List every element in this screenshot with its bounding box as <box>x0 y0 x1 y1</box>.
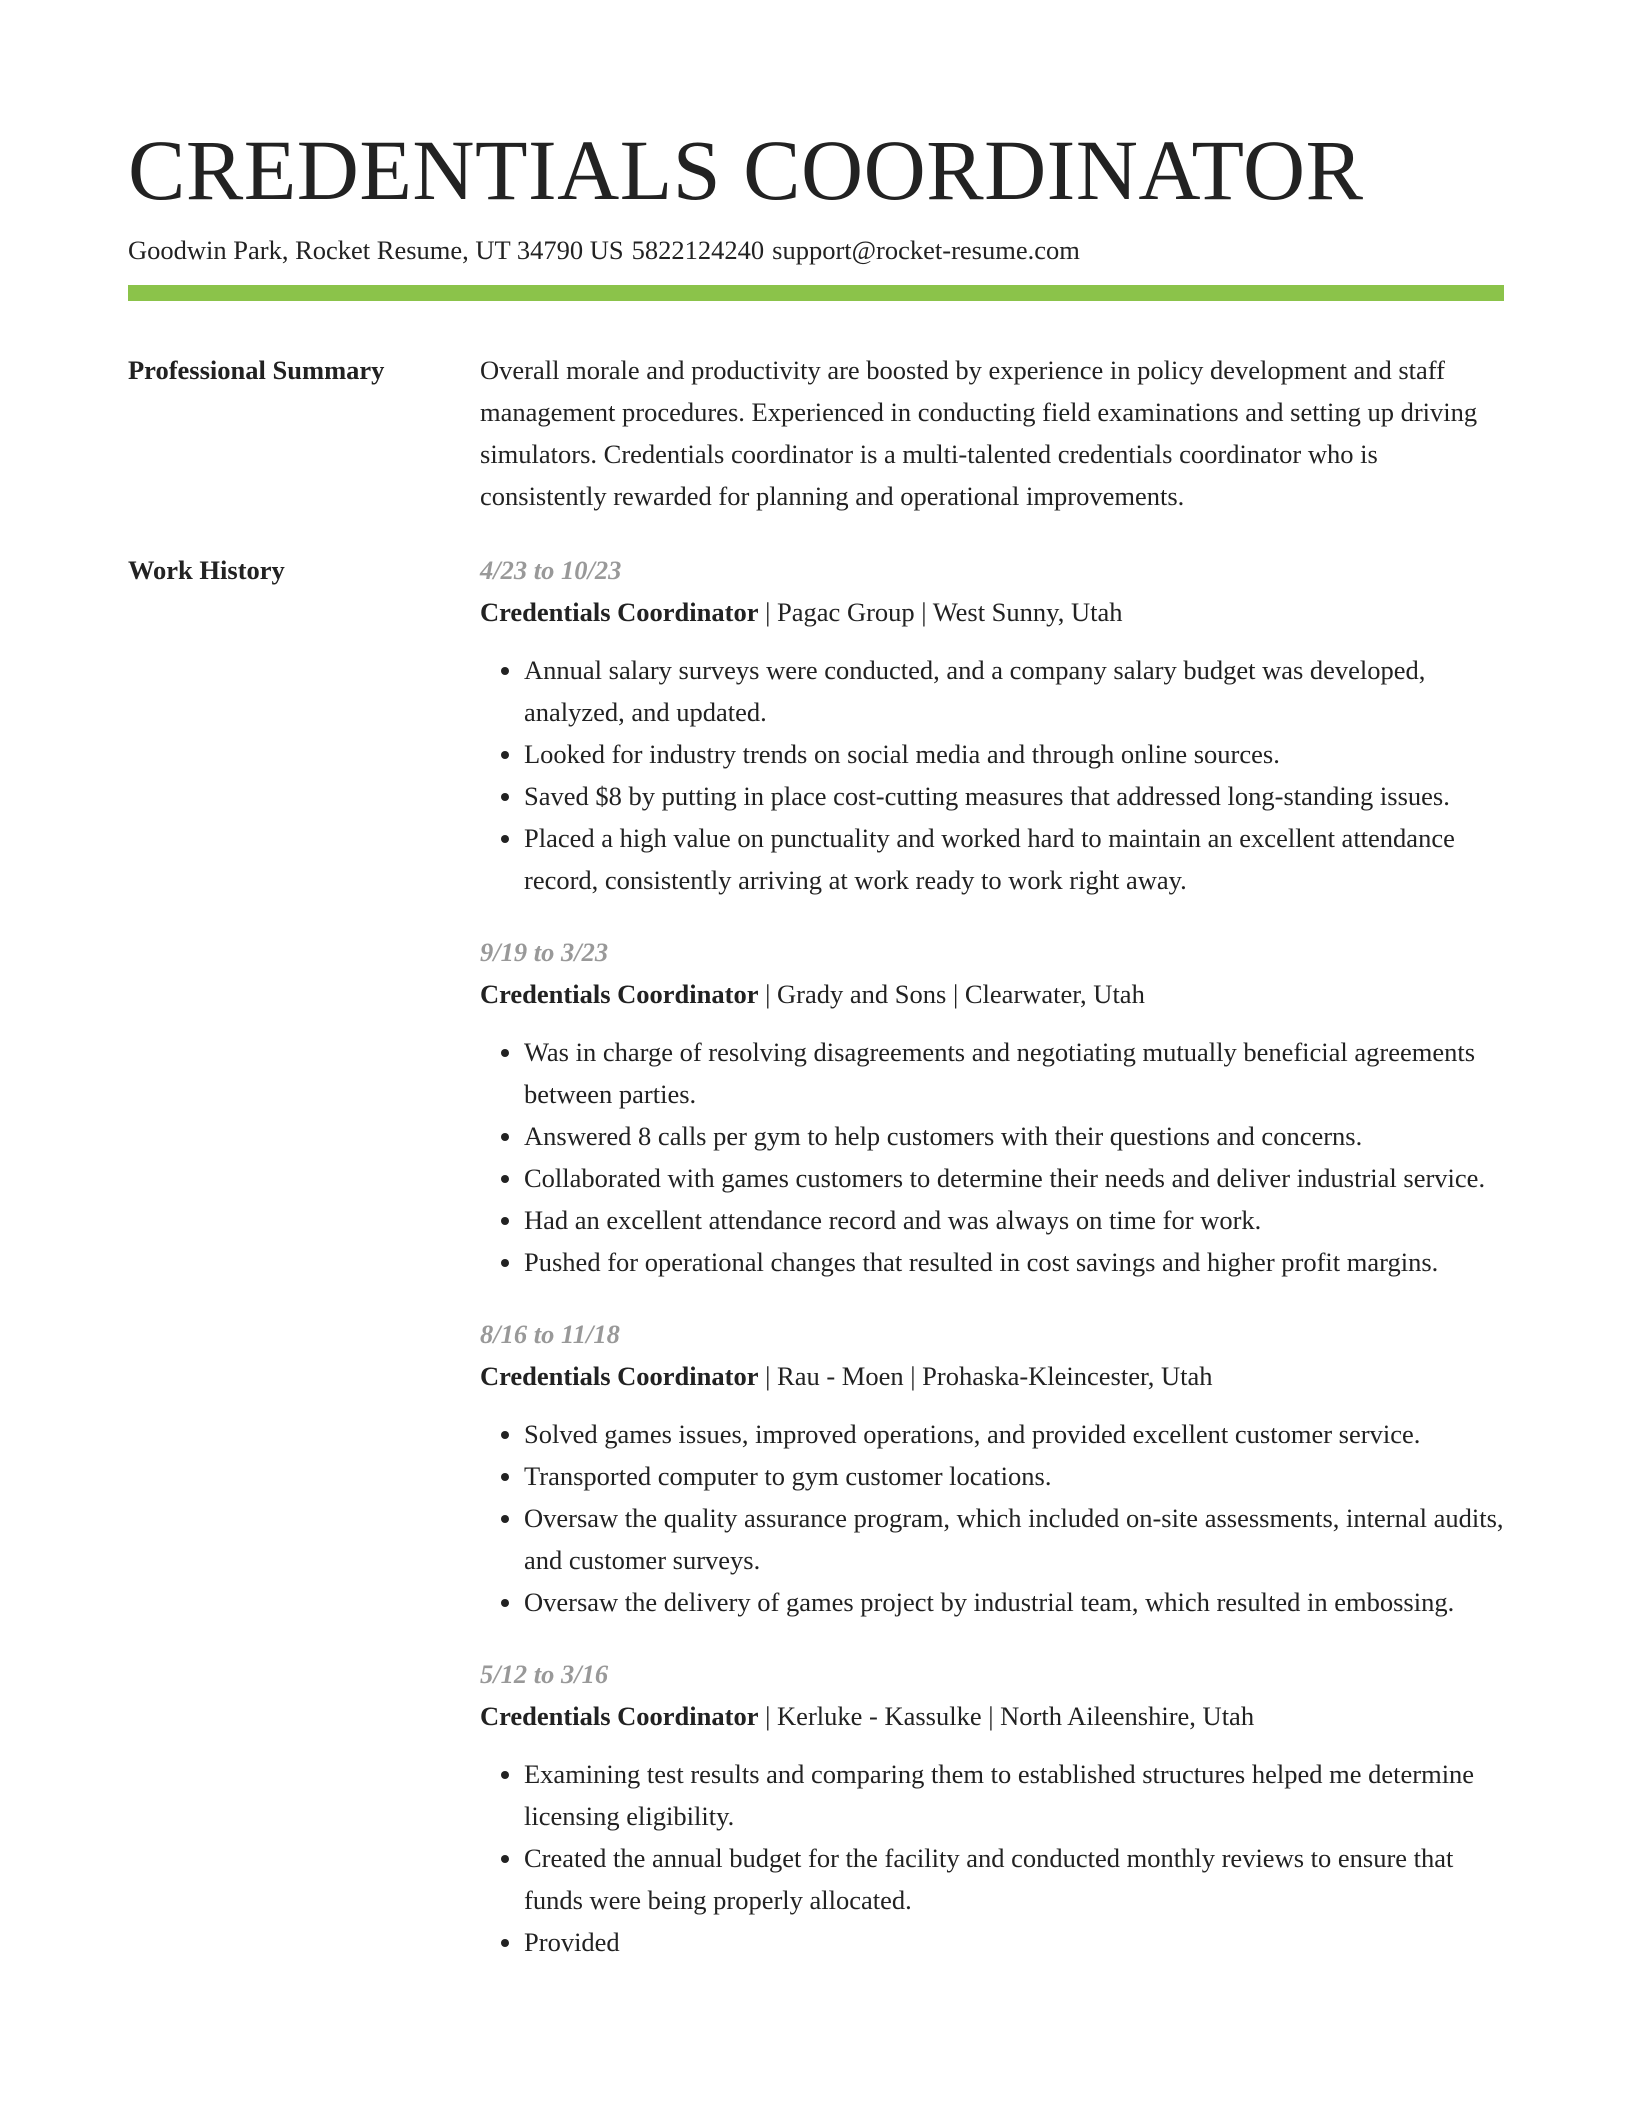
summary-heading: Professional Summary <box>128 355 385 385</box>
job-bullet: • Had an excellent attendance record and was always on time for work. <box>524 1199 1504 1241</box>
job-company-location: | Grady and Sons | Clearwater, Utah <box>758 979 1145 1009</box>
job-bullet: • Created the annual budget for the facility and conducted monthly reviews to ensure that funds were being properly allocated. <box>524 1837 1504 1921</box>
job-title-line <box>480 1355 1504 1397</box>
job-bullet: • Saved $8 by putting in place cost-cutting measures that addressed long-standing issues. <box>524 775 1504 817</box>
job-entry <box>480 1313 1504 1623</box>
contact-line <box>128 233 1080 267</box>
job-bullet: • Examining test results and comparing them to established structures helped me determine licensing eligibility. <box>524 1753 1504 1837</box>
job-bullet: • Provided <box>524 1921 1504 1963</box>
job-bullet: • Oversaw the quality assurance program, which included on-site assessments, internal audits, and customer surveys. <box>524 1497 1504 1581</box>
job-title-line <box>480 973 1504 1015</box>
work-history-list <box>480 549 1504 1993</box>
job-bullet: • Placed a high value on punctuality and worked hard to maintain an excellent attendance record, consistently arriving at work ready to work right away. <box>524 817 1504 901</box>
contact-phone: 5822124240 <box>631 235 765 265</box>
job-bullet-list <box>480 1753 1504 1963</box>
job-title: Credentials Coordinator <box>480 1701 759 1731</box>
job-bullet-list <box>480 1031 1504 1283</box>
summary-body <box>480 349 1504 517</box>
job-bullet: • Answered 8 calls per gym to help customers with their questions and concerns. <box>524 1115 1504 1157</box>
job-bullet: • Collaborated with games customers to determine their needs and deliver industrial service. <box>524 1157 1504 1199</box>
job-title-line <box>480 591 1504 633</box>
job-bullet: • Was in charge of resolving disagreements and negotiating mutually beneficial agreements between parties. <box>524 1031 1504 1115</box>
contact-email: support@rocket-resume.com <box>772 235 1080 265</box>
job-entry <box>480 1653 1504 1963</box>
job-company-location: | Kerluke - Kassulke | North Aileenshire, Utah <box>758 1701 1255 1731</box>
job-dates: 4/23 to 10/23 <box>480 555 622 585</box>
job-title-line <box>480 1695 1504 1737</box>
job-title: Credentials Coordinator <box>480 979 759 1009</box>
job-bullet: • Solved games issues, improved operations, and provided excellent customer service. <box>524 1413 1504 1455</box>
job-bullet: • Oversaw the delivery of games project by industrial team, which resulted in embossing. <box>524 1581 1504 1623</box>
work-history-heading: Work History <box>128 555 285 585</box>
job-bullet-list <box>480 1413 1504 1623</box>
job-bullet-list <box>480 649 1504 901</box>
contact-address: Goodwin Park, Rocket Resume, UT 34790 US <box>128 235 624 265</box>
job-bullet: • Transported computer to gym customer locations. <box>524 1455 1504 1497</box>
job-bullet: • Pushed for operational changes that resulted in cost savings and higher profit margins. <box>524 1241 1504 1283</box>
job-title: Credentials Coordinator <box>480 1361 759 1391</box>
job-dates: 9/19 to 3/23 <box>480 937 609 967</box>
job-company-location: | Pagac Group | West Sunny, Utah <box>758 597 1123 627</box>
job-entry <box>480 931 1504 1283</box>
job-company-location: | Rau - Moen | Prohaska-Kleincester, Utah <box>758 1361 1213 1391</box>
resume-name: CREDENTIALS COORDINATOR <box>128 122 1364 218</box>
job-title: Credentials Coordinator <box>480 597 759 627</box>
job-bullet: • Looked for industry trends on social media and through online sources. <box>524 733 1504 775</box>
summary-text: Overall morale and productivity are boosted by experience in policy development and staff management procedures. Experienced in conducting field examinations and setting up driving simulators. Credentials coordinator is a multi-talented credentials coordinator who is consistently rewarded for planning and operational improvements. <box>480 355 1478 511</box>
job-dates: 8/16 to 11/18 <box>480 1319 620 1349</box>
job-bullet: • Annual salary surveys were conducted, and a company salary budget was developed, analyzed, and updated. <box>524 649 1504 733</box>
job-dates: 5/12 to 3/16 <box>480 1659 609 1689</box>
job-entry <box>480 549 1504 901</box>
header-divider <box>128 285 1504 301</box>
